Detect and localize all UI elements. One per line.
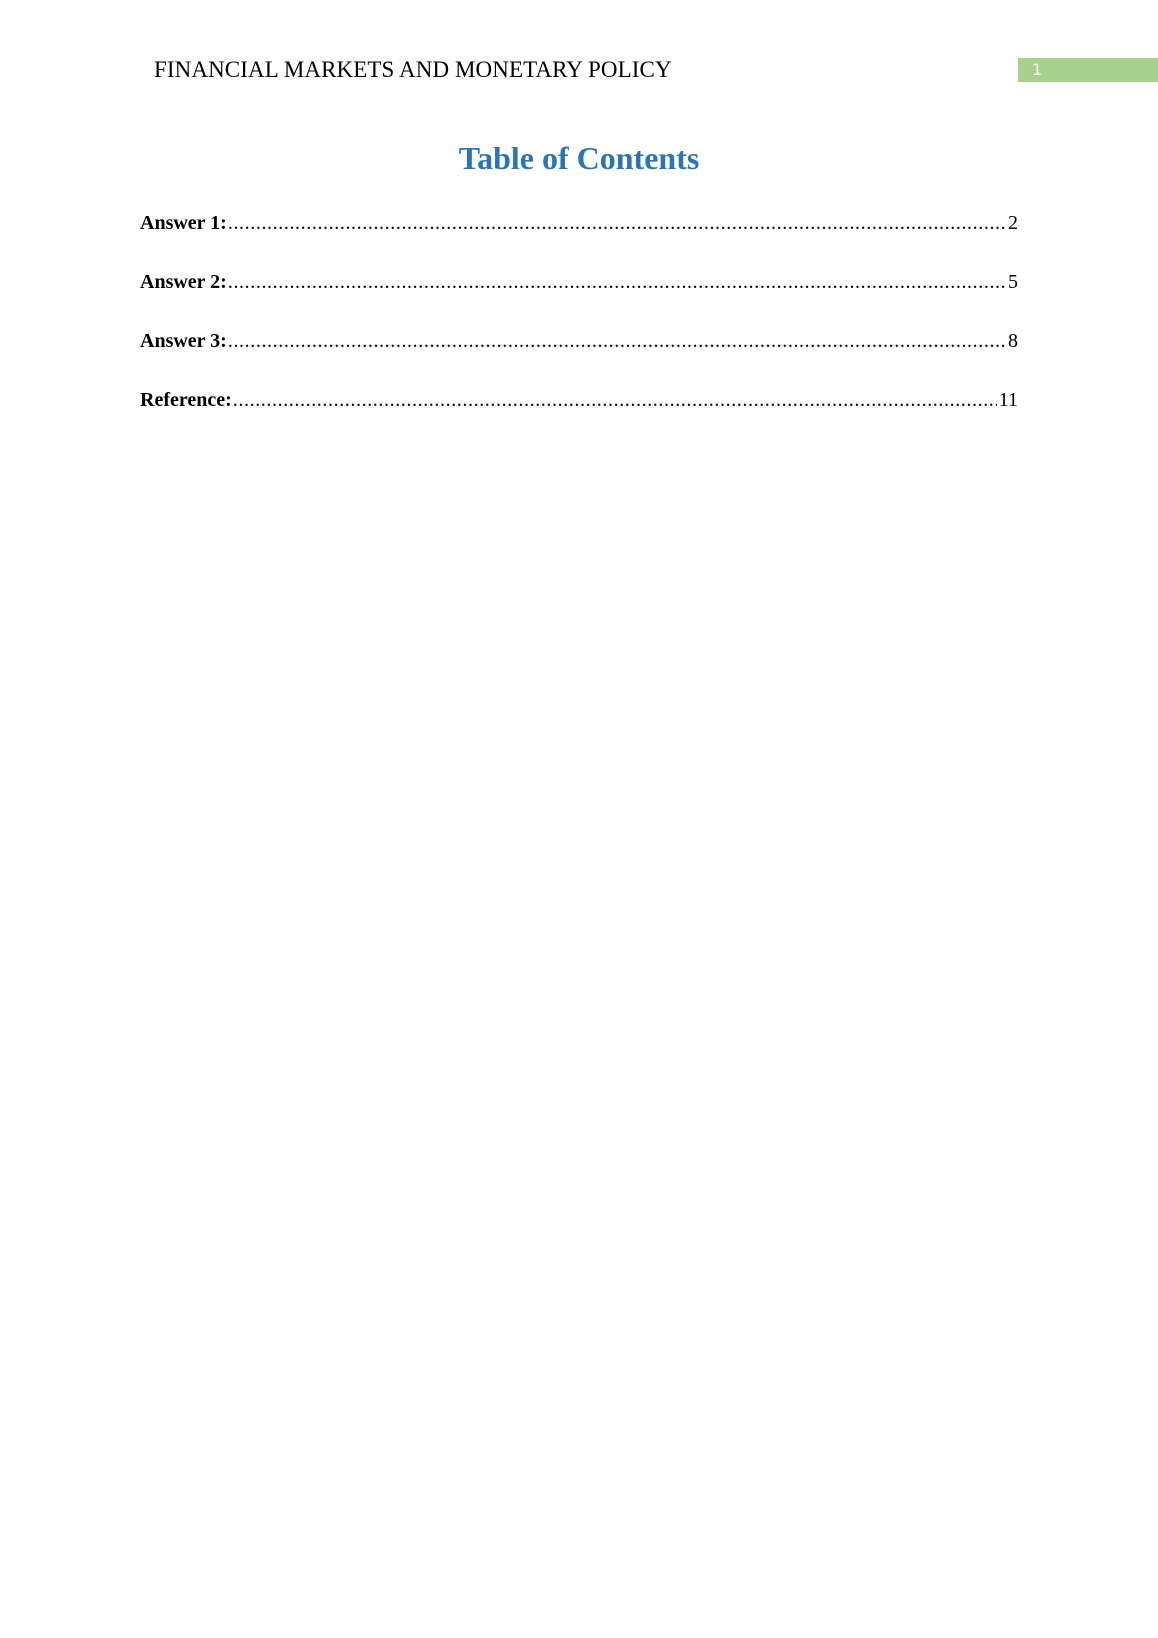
toc-list — [140, 208, 1018, 444]
toc-heading: Table of Contents — [458, 140, 700, 176]
toc-entry-answer-1[interactable] — [140, 208, 1018, 267]
page-number-badge — [1018, 58, 1158, 82]
toc-dot-leader — [228, 326, 1006, 356]
toc-entry-label: Answer 1: — [140, 212, 227, 234]
toc-entry-page: 2 — [1008, 212, 1018, 234]
toc-entry-label: Reference: — [140, 389, 232, 411]
toc-entry-page: 5 — [1008, 271, 1018, 293]
running-header-title: FINANCIAL MARKETS AND MONETARY POLICY — [154, 57, 672, 82]
page-number: 1 — [1032, 60, 1043, 79]
toc-entry-label: Answer 2: — [140, 271, 227, 293]
toc-entry-label: Answer 3: — [140, 330, 227, 352]
toc-dot-leader — [228, 267, 1006, 297]
toc-entry-page: 8 — [1008, 330, 1018, 352]
toc-entry-reference[interactable] — [140, 385, 1018, 444]
toc-dot-leader — [233, 385, 997, 415]
toc-entry-answer-3[interactable] — [140, 326, 1018, 385]
toc-entry-answer-2[interactable] — [140, 267, 1018, 326]
toc-entry-page: 11 — [998, 389, 1018, 411]
toc-dot-leader — [228, 208, 1006, 238]
